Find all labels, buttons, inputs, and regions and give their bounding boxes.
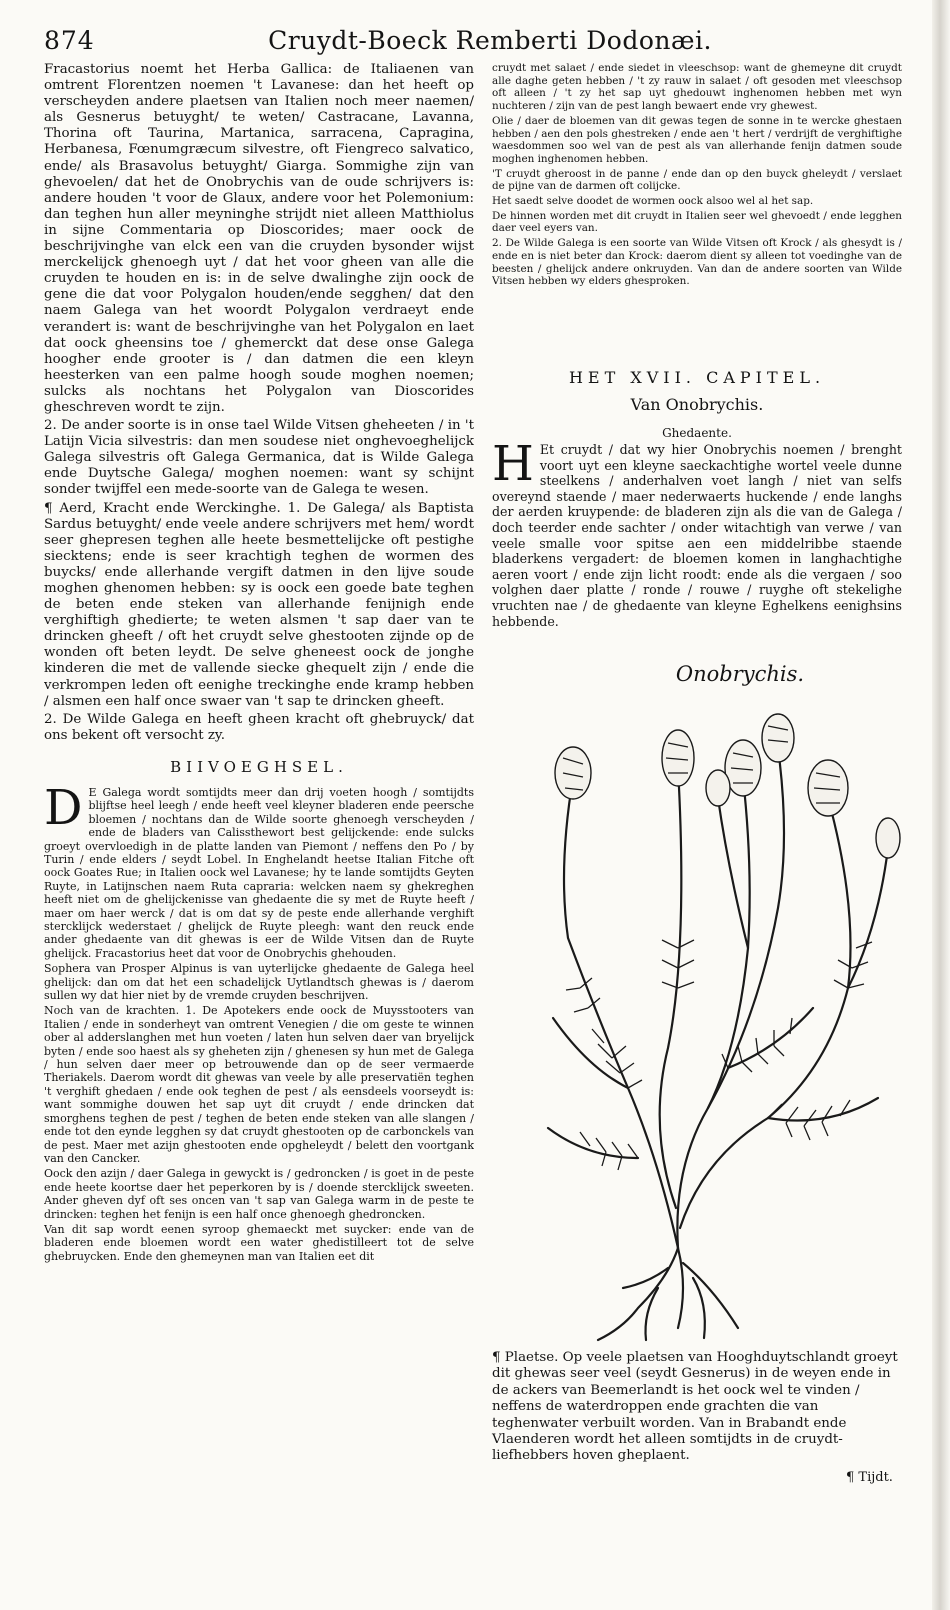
chapter-title: HET XVII. CAPITEL. bbox=[568, 368, 826, 387]
paragraph: Olie / daer de bloemen van dit gewas tegen de sonne in te wercke ghestaen hebben / aen den pols ghestreken / ende aen 't hert / verdrijft de verghiftighe waesdommen soo wel van de pest als van allerhande fenijn datmen soude moghen inghenomen hebben. bbox=[492, 114, 902, 165]
paragraph: cruydt met salaet / ende siedet in vleeschsop: want de ghemeyne dit cruydt alle daghe geten hebben / 't zy rauw in salaet / oft gesoden met vleeschsop oft alleen / 't zy het sap uyt ghedouwt inghenomen hebben met wyn nuchteren / zijn van de pest langh bewaert ende vry ghewest. bbox=[492, 62, 902, 113]
paragraph-text: Et cruydt / dat wy hier Onobrychis noemen / brenght voort uyt een kleyne saeckachtighe wortel veele dunne steelkens / anderhalven voet langh / niet van selfs overeynd staende / maer nederwaerts huckende / ende langhs der aerden kruypende: de bladeren zijn als die van de Galega / doch teerder ende sachter / onder witachtigh van verwe / van veele smalle voor spitse aen een middelribbe staende bladerkens vergadert: de bloemen komen in langhachtighe aeren voort / ende zijn licht roodt: ende als die vergaen / soo volghen daer platte / ronde / rouwe / ruyghe oft stekelighe vruchten nae / de ghedaente van kleyne Eghelkens eenighsins hebbende. bbox=[492, 442, 902, 629]
right-column-top bbox=[492, 62, 902, 362]
paragraph-text: E Galega wordt somtijdts meer dan drij voeten hoogh / somtijdts blijftse heel leegh / ende heeft veel kleyner bladeren ende peersche bloemen / nochtans dan de Wilde soorte ghenoegh verscheyden / ende de bladers van Calissthewort best gelijckende: ende sulcks groeyt overvloedigh in de platte landen van Piemont / neffens den Po / by Turin / ende elders / seydt Lobel. In Enghelandt heetse Italian Fitche oft oock Goates Rue; in Italien oock wel Lavanese; hy te lande somtijdts Geyten Ruyte, in Latijnschen naem Ruta capraria: welcken naem sy ghekreghen heeft niet om de ghelijckenisse van ghedaente die sy met de Ruyte heeft / maer om haer werck / dat is om dat sy de peste ende allerhande verghift stercklijck wederstaet / ghelijck de Ruyte pleegh: want den reuck ende ander ghedaente van dit ghewas is eer de Wilde Vitsen dan de Ruyte ghelijck. Fracastorius heet dat voor de Onobrychis ghehouden. bbox=[44, 785, 474, 960]
catchword: ¶ Tijdt. bbox=[846, 1470, 893, 1485]
paragraph bbox=[44, 779, 474, 960]
plant-illustration bbox=[528, 688, 904, 1348]
paragraph: Noch van de krachten. 1. De Apotekers ende oock de Muysstooters van Italien / ende in sonderheyt van omtrent Venegien / die om geste te winnen ober al adderslanghen met hun voeten / laten hun selven daer van bryelijck byten / ende soo haest als sy gheheten zijn / ghenesen sy hun met de Galega / hun selven daer meer op betrouwende dan op de seer vermaerde Theriakels. Daerom wordt dit ghewas van veele by alle preservatiën teghen 't verghift ghedaen / ende ook teghen de pest / als eensdeels voorseydt is: want sommighe douwen het sap uyt dit cruydt / ende drincken dat smorghens teghen de pest / teghen de beten ende steken van alle slangen / ende tot den eynde legghen sy dat cruydt ghestooten op de carbonckels van de pest. Maer met azijn ghestooten ende opgheleydt / belett den voortgank van den Cancker. bbox=[44, 1004, 474, 1165]
paragraph: Fracastorius noemt het Herba Gallica: de Italiaenen van omtrent Florentzen noemen 't Lavanese: dan het heeft op verscheyden andere plaetsen van Italien noch meer naemen/ als Gesnerus betuyght/ te weten/ Castracane, Lavanna, Thorina oft Taurina, Martanica, sarracena, Capragina, Herbanesa, Fœnumgræcum silvestre, oft Fiengreco salvatico, ende/ als Brasavolus betuyght/ Giarga. Sommighe zijn van ghevoelen/ dat het de Onobrychis van de oude schrijvers is: andere houden 't voor de Glaux, andere voor het Polemonium: dan teghen hun aller meyninghe strijdt niet alleen Matthiolus in sijne Commentaria op Dioscorides; maer oock de beschrijvinghe van elck een van die cruyden bysonder wijst merckelijck ghenoegh uyt / dat het voor gheen van alle die cruyden te houden en is: in de selve dwalinghe zijn oock de gene die dat voor Polygalon houden/ende segghen/ dat den naem Galega van het woordt Polygalon verdraeyt ende verandert is: want de beschrijvinghe van het Polygalon en laet dat oock gheensins toe / ghemerckt dat dese onse Galega hoogher ende grooter is / dan datmen die een kleyn heesterken van een palme hoogh soude moghen noemen; sulcks als nochtans het Polygalon van Dioscorides gheschreven wordt te zijn. bbox=[44, 62, 474, 415]
chapter-subtitle: Van Onobrychis. bbox=[630, 395, 764, 414]
left-column bbox=[44, 62, 474, 1492]
paragraph: Van dit sap wordt eenen syroop ghemaeckt met suycker: ende van de bladeren ende bloemen wordt een water ghedistilleert tot de selve ghebruycken. Ende den ghemeynen man van Italien eet dit bbox=[44, 1222, 474, 1263]
paragraph: De hinnen worden met dit cruydt in Italien seer wel ghevoedt / ende legghen daer veel eyers van. bbox=[492, 209, 902, 235]
paragraph: 2. De Wilde Galega en heeft gheen kracht oft ghebruyck/ dat ons bekent oft versocht zy. bbox=[44, 711, 474, 743]
paragraph: Het saedt selve doodet de wormen oock alsoo wel al het sap. bbox=[492, 195, 814, 208]
section-title: BIIVOEGHSEL. bbox=[170, 757, 348, 776]
drop-cap: H bbox=[492, 436, 534, 492]
paragraph: Oock den azijn / daer Galega in gewyckt is / gedroncken / is goet in de peste ende heete koortse daer het peperkoren by is / doende stercklijck sweeten. Ander gheven dyf oft ses oncen van 't sap van Galega warm in de peste te drincken: teghen het fenijn is een half once ghenoegh ghedroncken. bbox=[44, 1167, 474, 1221]
paragraph bbox=[492, 436, 902, 629]
paragraph: 'T cruydt gheroost in de panne / ende dan op den buyck gheleydt / verslaet de pijne van de darmen oft colijcke. bbox=[492, 167, 902, 193]
chapter-block bbox=[492, 362, 902, 677]
chapter-label: Ghedaente. bbox=[662, 426, 732, 440]
running-head: Cruydt-Boeck Remberti Dodonæi. bbox=[268, 26, 712, 55]
page-edge-shadow bbox=[932, 0, 950, 1610]
drop-cap: D bbox=[44, 779, 83, 836]
place-note: ¶ Plaetse. Op veele plaetsen van Hooghduytschlandt groeyt dit ghewas seer veel (seydt Gesnerus) in de weyen ende in de ackers van Beemerlandt is het oock wel te vinden / neffens de waterdroppen ende grachten die van teghenwater verbuilt worden. Van in Brabandt ende Vlaenderen wordt het alleen somtijdts in de cruydt-liefhebbers hoven gheplaent. bbox=[492, 1350, 898, 1464]
paragraph: ¶ Aerd, Kracht ende Werckinghe. 1. De Galega/ als Baptista Sardus betuyght/ ende veele andere schrijvers met hem/ wordt seer ghepresen teghen alle heete besmettelijcke oft pestighe siecktens; ende is seer krachtigh teghen de wormen des buycks/ ende allerhande vergift datmen in den lijve soude moghen ghenomen hebben: sy is oock een goede bate teghen de beten ende steken van allerhande fenijnigh ende verghiftigh ghedierte; te weten alsmen 't sap daer van te drincken gheeft / oft het cruydt selve ghestooten zijnde op de wonden oft beten leydt. De selve gheneest oock de jonghe kinderen die met de vallende siecke ghequelt zijn / ende die verkrompen leden oft eenighe treckinghe ende kramp hebben / alsmen een half once swaer van 't sap te drincken gheeft. bbox=[44, 500, 474, 709]
figure-caption: Onobrychis. bbox=[675, 662, 805, 686]
paragraph: 2. De Wilde Galega is een soorte van Wilde Vitsen oft Krock / als ghesydt is / ende en is niet beter dan Krock: daerom dient sy alleen tot voedinghe van de beesten / ghelijck andere onkruyden. Van dan de andere soorten van Wilde Vitsen hebben wy elders ghesproken. bbox=[492, 237, 902, 288]
page-number: 874 bbox=[44, 26, 95, 55]
paragraph: 2. De ander soorte is in onse tael Wilde Vitsen gheheeten / in 't Latijn Vicia silvestris: dan men soudese niet onghevoeghelijck Galega silvestris oft Galega Germanica, dat is Wilde Galega ende Duytsche Galega/ moghen noemen: want sy schijnt sonder twijffel een mede-soorte van de Galega te wesen. bbox=[44, 418, 474, 498]
paragraph: Sophera van Prosper Alpinus is van uyterlijcke ghedaente de Galega heel ghelijck: dan om dat het een schadelijck Uytlandtsch ghewas is / daerom sullen wy dat hier niet by de vremde cruyden beschrijven. bbox=[44, 962, 474, 1003]
